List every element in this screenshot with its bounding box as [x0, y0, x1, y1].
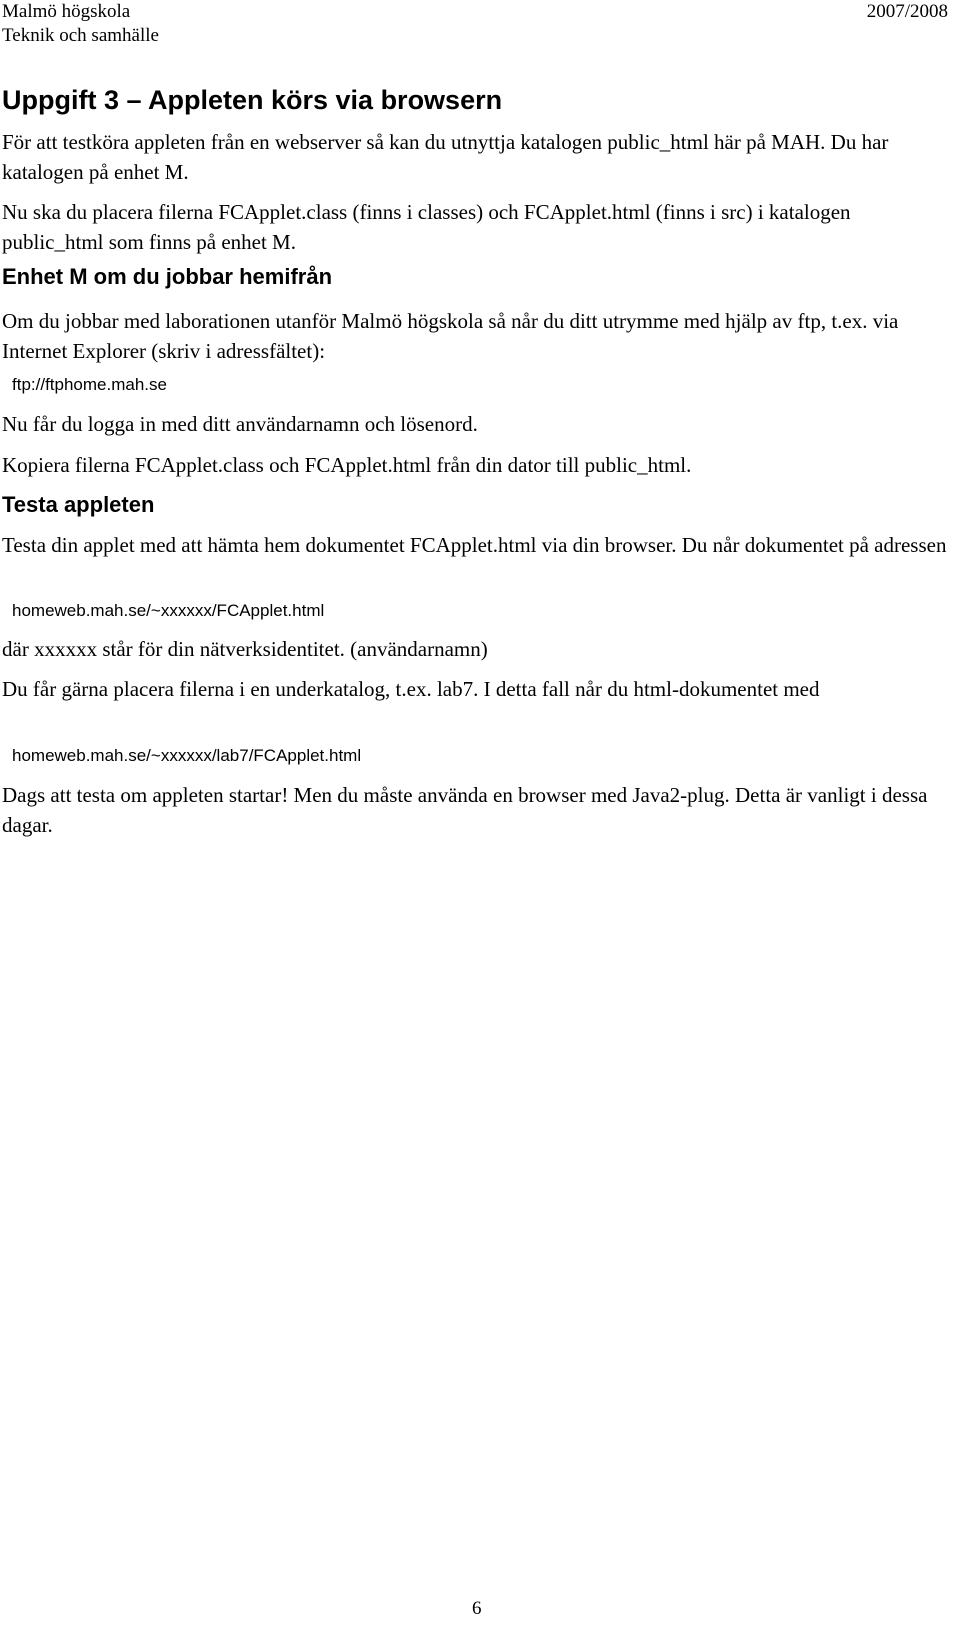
instruction-paragraph: Nu ska du placera filerna FCApplet.class (finns i classes) och FCApplet.html (finns i src) i katalogen public_html som finns på enhet M.	[2, 200, 851, 254]
copy-paragraph: Kopiera filerna FCApplet.class och FCApplet.html från din dator till public_html.	[2, 453, 692, 477]
page-number: 6	[472, 1598, 482, 1619]
header-school: Malmö högskola	[2, 1, 131, 22]
subdir-url: homeweb.mah.se/~xxxxxx/lab7/FCApplet.html	[12, 746, 362, 765]
homeweb-url: homeweb.mah.se/~xxxxxx/FCApplet.html	[12, 601, 325, 620]
remote-heading: Enhet M om du jobbar hemifrån	[2, 264, 333, 289]
test-paragraph: Testa din applet med att hämta hem dokumentet FCApplet.html via din browser. Du når dokumentet på adressen	[2, 533, 947, 557]
identity-note: där xxxxxx står för din nätverksidentitet. (användarnamn)	[2, 637, 488, 661]
header-department: Teknik och samhälle	[2, 25, 159, 46]
remote-paragraph: Om du jobbar med laborationen utanför Malmö högskola så når du ditt utrymme med hjälp av ftp, t.ex. via Internet Explorer (skriv i adressfältet):	[2, 309, 899, 363]
ftp-url: ftp://ftphome.mah.se	[12, 375, 167, 394]
test-heading: Testa appleten	[2, 492, 155, 517]
header-year: 2007/2008	[866, 1, 948, 22]
subdir-paragraph: Du får gärna placera filerna i en underkatalog, t.ex. lab7. I detta fall når du html-dokumentet med	[2, 677, 820, 701]
section-title: Uppgift 3 – Appleten körs via browsern	[2, 85, 503, 115]
final-paragraph: Dags att testa om appleten startar! Men du måste använda en browser med Java2-plug. Detta är vanligt i dessa dagar.	[2, 783, 928, 837]
intro-paragraph: För att testköra appleten från en webserver så kan du utnyttja katalogen public_html här på MAH. Du har katalogen på enhet M.	[2, 130, 889, 184]
login-paragraph: Nu får du logga in med ditt användarnamn och lösenord.	[2, 412, 478, 436]
